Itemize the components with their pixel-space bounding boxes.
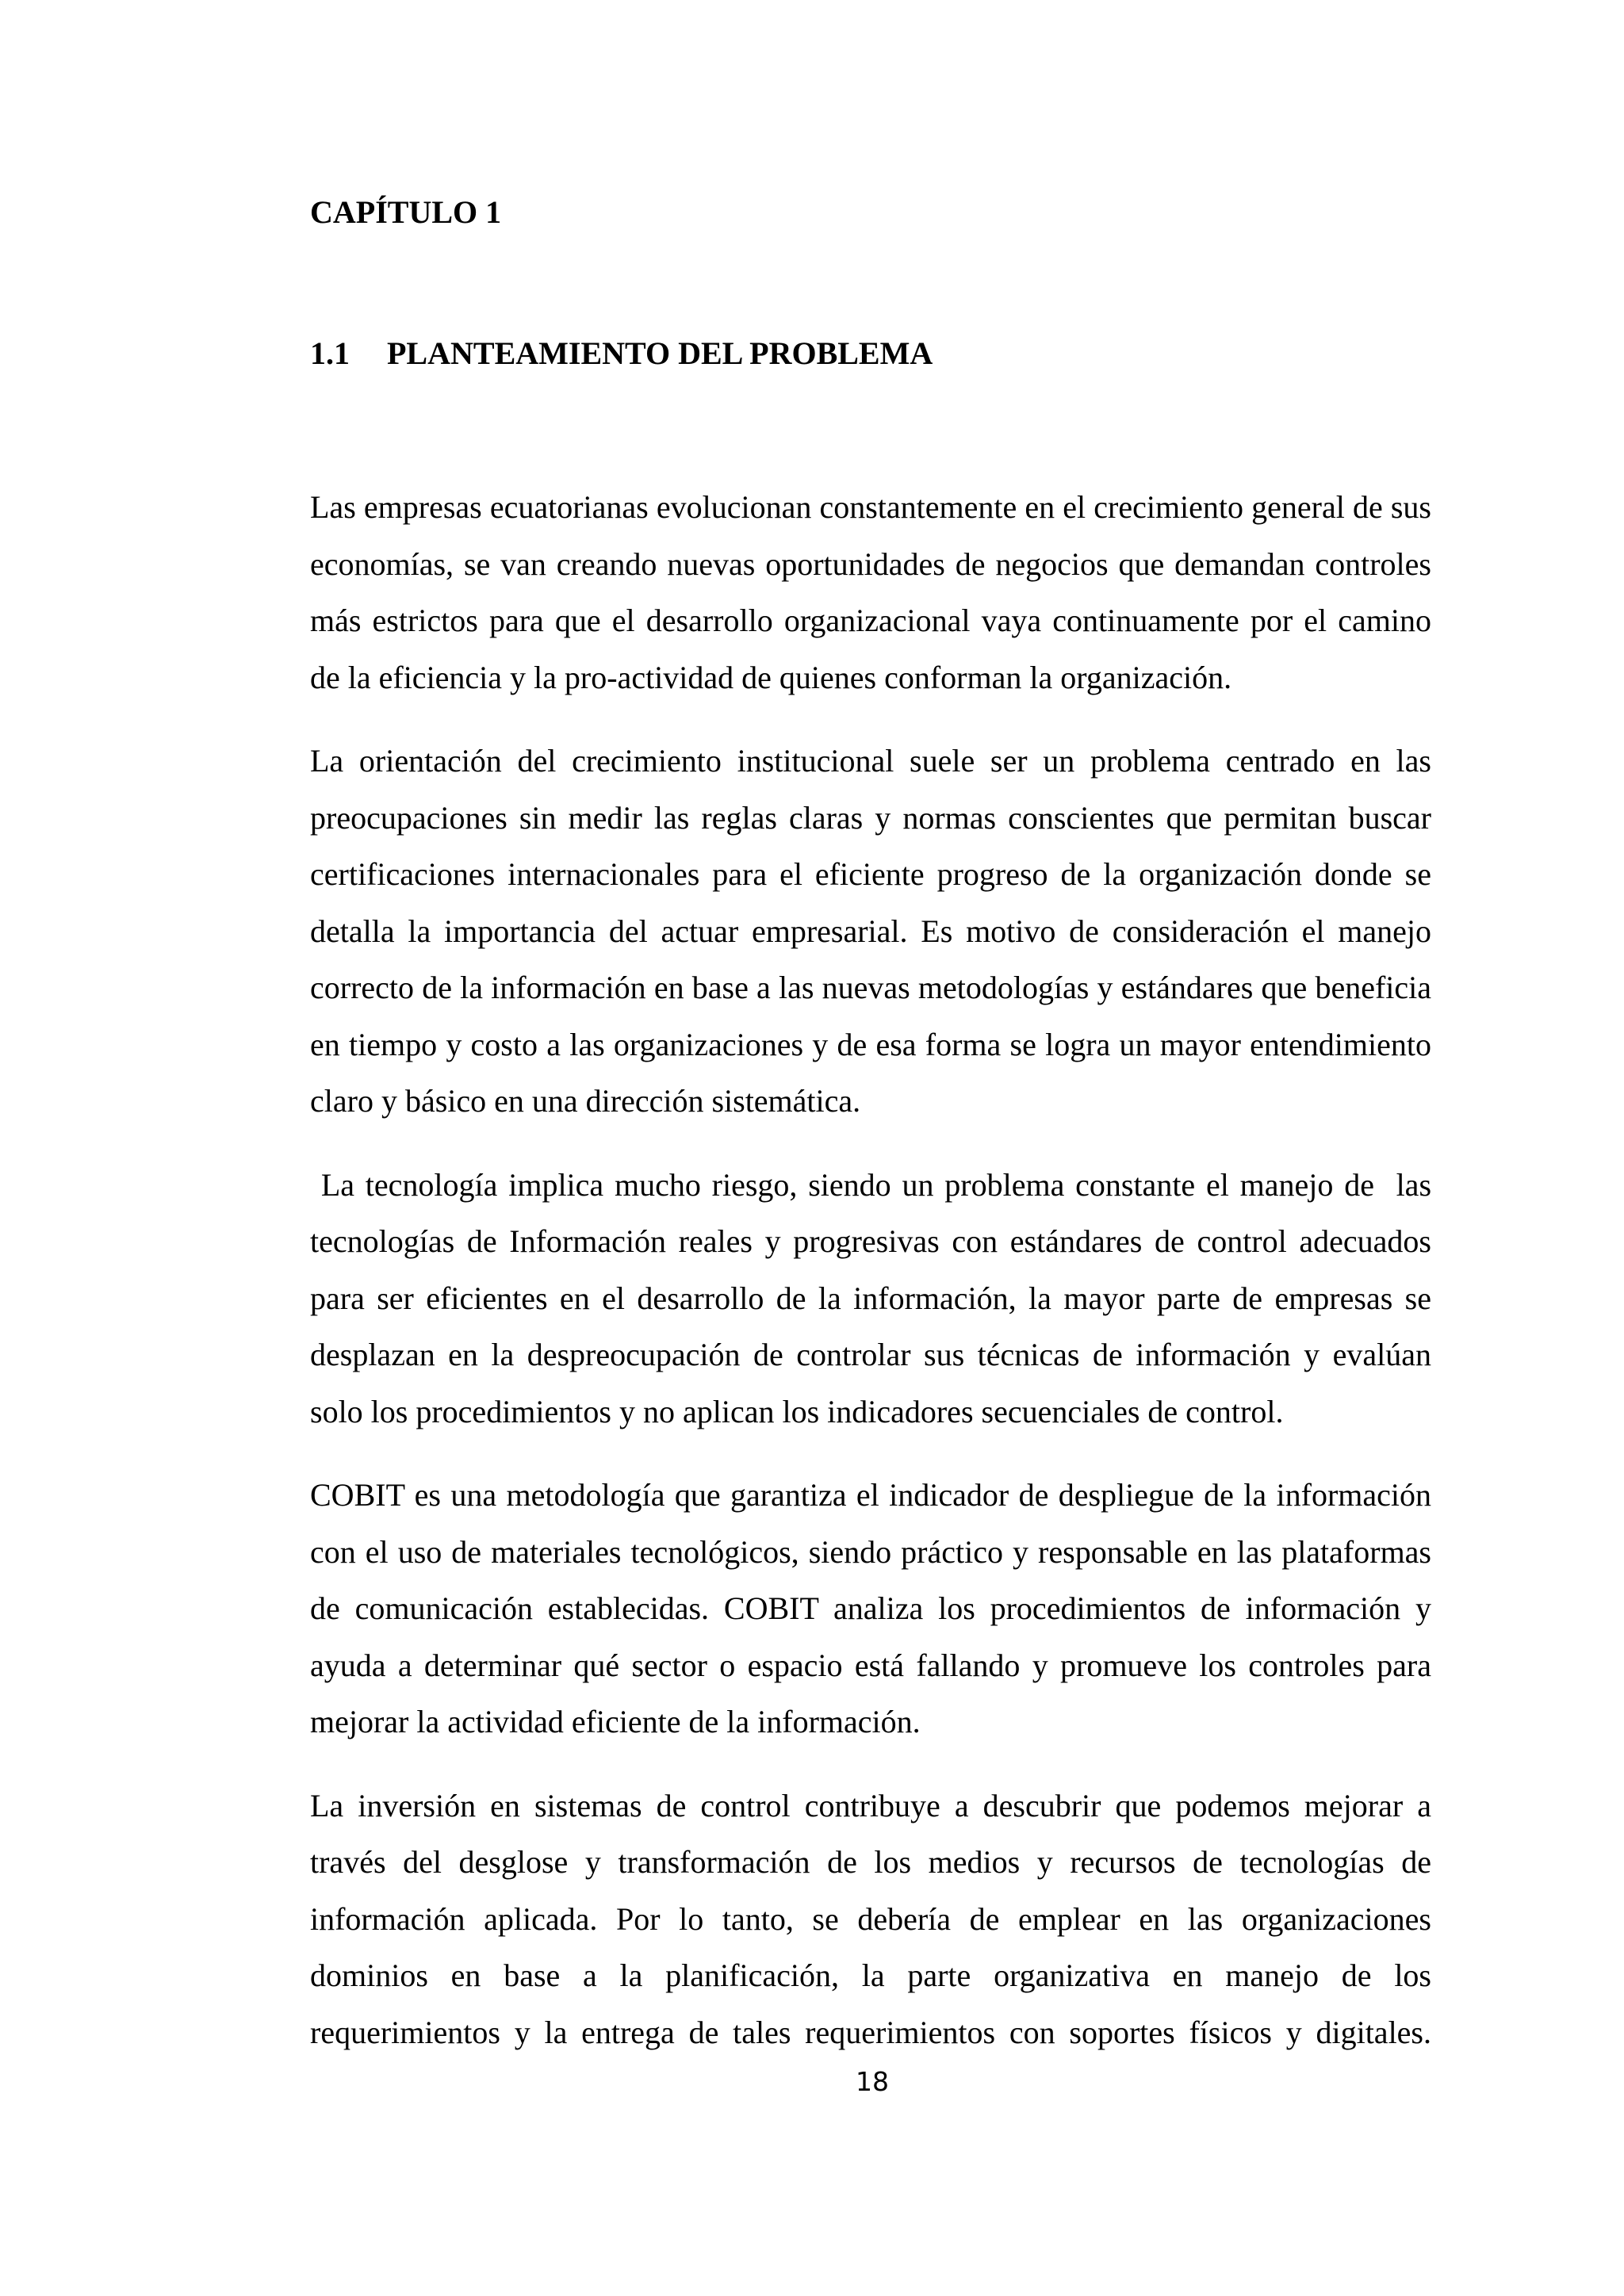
body-text xyxy=(310,479,1440,2061)
paragraph: La orientación del crecimiento institucional suele ser un problema centrado en las preocupaciones sin medir las reglas claras y normas conscientes que permitan buscar certificaciones internacionales para el eficiente progreso de la organización donde se detalla la importancia del actuar empresarial. Es motivo de consideración el manejo correcto de la información en base a las nuevas metodologías y estándares que beneficia en tiempo y costo a las organizaciones y de esa forma se logra un mayor entendimiento claro y básico en una dirección sistemática. xyxy=(310,743,1431,1119)
page-number: 18 xyxy=(856,2066,889,2097)
paragraph: COBIT es una metodología que garantiza el indicador de despliegue de la información con el uso de materiales tecnológicos, siendo práctico y responsable en las plataformas de comunicación establecidas. COBIT analiza los procedimientos de información y ayuda a determinar qué sector o espacio está fallando y promueve los controles para mejorar la actividad eficiente de la información. xyxy=(310,1477,1431,1739)
section-heading xyxy=(310,334,933,373)
section-title: PLANTEAMIENTO DEL PROBLEMA xyxy=(387,335,933,371)
chapter-title: CAPÍTULO 1 xyxy=(310,194,502,230)
paragraph: Las empresas ecuatorianas evolucionan constantemente en el crecimiento general de sus economías, se van creando nuevas oportunidades de negocios que demandan controles más estrictos para que el desarrollo organizacional vaya continuamente por el camino de la eficiencia y la pro-actividad de quienes conforman la organización. xyxy=(310,489,1431,695)
paragraph: La inversión en sistemas de control contribuye a descubrir que podemos mejorar a través del desglose y transformación de los medios y recursos de tecnologías de información aplicada. Por lo tanto, se debería de emplear en las organizaciones dominios en base a la planificación, la parte organizativa en manejo de los requerimientos y la entrega de tales requerimientos con soportes físicos y digitales. xyxy=(310,1787,1431,2050)
paragraph: La tecnología implica mucho riesgo, siendo un problema constante el manejo de las tecnologías de Información reales y progresivas con estándares de control adecuados para ser eficientes en el desarrollo de la información, la mayor parte de empresas se desplazan en la despreocupación de controlar sus técnicas de información y evalúan solo los procedimientos y no aplican los indicadores secuenciales de control. xyxy=(310,1166,1440,1429)
section-number: 1.1 xyxy=(310,335,350,371)
